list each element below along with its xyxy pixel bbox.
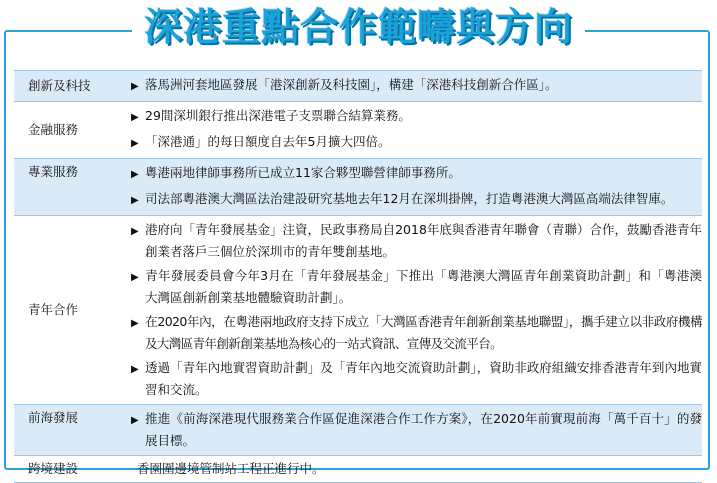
- table-row-cross-border: [14, 456, 702, 483]
- table-row-youth: [14, 216, 702, 405]
- triangle-bullet-icon: ▶: [131, 272, 139, 283]
- category-label: 前海發展: [14, 405, 131, 456]
- page-title: 深港重點合作範疇與方向: [132, 0, 585, 54]
- triangle-bullet-icon: ▶: [131, 318, 139, 329]
- table-row-finance: [14, 102, 702, 159]
- category-label: 金融服務: [14, 102, 131, 159]
- cooperation-table: [14, 70, 702, 483]
- list-item: 香園圍邊境管制站工程正進行中。: [137, 461, 325, 476]
- table-row-innovation: [14, 71, 702, 102]
- triangle-bullet-icon: ▶: [131, 81, 139, 92]
- triangle-bullet-icon: ▶: [131, 138, 139, 149]
- table-row-professional: [14, 159, 702, 216]
- category-items: [131, 102, 702, 159]
- category-label: 跨境建設: [14, 456, 131, 483]
- triangle-bullet-icon: ▶: [131, 415, 139, 426]
- list-item: ▶ 在2020年內，在粵港兩地政府支持下成立「大灣區香港青年創新創業基地聯盟」，攜手建立以非政府機構及大灣區青年創新創業基地為核心的一站式資訊、宣傳及交流平台。: [131, 314, 702, 351]
- list-item: ▶ 透過「青年內地實習資助計劃」及「青年內地交流資助計劃」，資助非政府組織安排香港青年到內地實習和交流。: [131, 360, 702, 397]
- category-items: [131, 456, 702, 483]
- list-item: ▶ 29間深圳銀行推出深港電子支票聯合結算業務。: [131, 106, 702, 128]
- list-item: ▶ 港府向「青年發展基金」注資，民政事務局自2018年底與香港青年聯會（青聯）合作，鼓勵香港青年創業者落戶三個位於深圳市的青年雙創基地。: [131, 222, 702, 259]
- category-items: [131, 71, 702, 102]
- category-items: [131, 159, 702, 216]
- category-label: 專業服務: [14, 159, 131, 216]
- list-item: ▶ 推進《前海深港現代服務業合作區促進深港合作工作方案》，在2020年前實現前海「萬千百十」的發展目標。: [131, 411, 702, 448]
- title-bar: [0, 0, 717, 54]
- triangle-bullet-icon: ▶: [131, 195, 139, 206]
- list-item: ▶ 司法部粵港澳大灣區法治建設研究基地去年12月在深圳掛牌，打造粵港澳大灣區高端法律智庫。: [131, 189, 702, 211]
- category-items: [131, 405, 702, 456]
- triangle-bullet-icon: ▶: [131, 364, 139, 375]
- list-item: ▶ 落馬洲河套地區發展「港深創新及科技園」，構建「深港科技創新合作區」。: [131, 75, 702, 97]
- list-item: ▶ 青年發展委員會今年3月在「青年發展基金」下推出「粵港澳大灣區青年創業資助計劃」和「粵港澳大灣區創新創業基地體驗資助計劃」。: [131, 268, 702, 305]
- category-items: [131, 216, 702, 405]
- category-label: 青年合作: [14, 216, 131, 405]
- list-item: ▶ 「深港通」的每日額度自去年5月擴大四倍。: [131, 132, 702, 154]
- triangle-bullet-icon: ▶: [131, 226, 139, 237]
- triangle-bullet-icon: ▶: [131, 169, 139, 180]
- table-row-qianhai: [14, 405, 702, 456]
- category-label: 創新及科技: [14, 71, 131, 102]
- list-item: ▶ 粵港兩地律師事務所已成立11家合夥型聯營律師事務所。: [131, 163, 702, 185]
- triangle-bullet-icon: ▶: [131, 112, 139, 123]
